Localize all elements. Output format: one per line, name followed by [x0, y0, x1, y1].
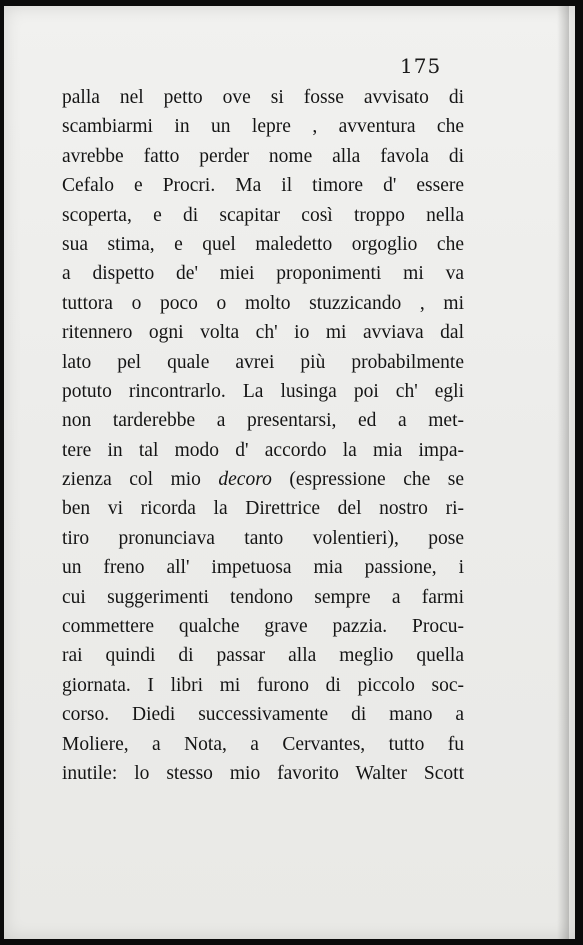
- text-line: tuttora o poco o molto stuzzicando , mi: [62, 292, 464, 314]
- text-line: commettere qualche grave pazzia. Procu-: [62, 616, 464, 638]
- text-line: scambiarmi in un lepre , avventura che: [62, 116, 464, 138]
- book-page: [4, 6, 575, 939]
- text-line: inutile: lo stesso mio favorito Walter Scott: [62, 762, 464, 784]
- text-line: avrebbe fatto perder nome alla favola di: [62, 145, 464, 167]
- text-line: sua stima, e quel maledetto orgoglio che: [62, 233, 464, 255]
- text-line: un freno all' impetuosa mia passione, i: [62, 557, 464, 579]
- text-line: palla nel petto ove si fosse avvisato di: [62, 87, 464, 108]
- text-line: tere in tal modo d' accordo la mia impa-: [62, 439, 464, 461]
- body-text: [62, 83, 464, 788]
- text-line: potuto rincontrarlo. La lusinga poi ch' egli: [62, 380, 464, 402]
- text-line: ben vi ricorda la Direttrice del nostro ri-: [62, 498, 464, 520]
- text-line: Moliere, a Nota, a Cervantes, tutto fu: [62, 733, 464, 755]
- text-line: giornata. I libri mi furono di piccolo soc-: [62, 674, 464, 696]
- text-line: non tarderebbe a presentarsi, ed a met-: [62, 410, 464, 432]
- text-line: Cefalo e Procri. Ma il timore d' essere: [62, 175, 464, 197]
- text-segment: zienza col mio: [62, 469, 219, 491]
- text-line: [62, 465, 464, 494]
- page-edge-shadow: [557, 6, 569, 939]
- italic-word: decoro: [218, 469, 272, 491]
- text-line: a dispetto de' miei proponimenti mi va: [62, 263, 464, 285]
- text-line: lato pel quale avrei più probabilmente: [62, 351, 464, 373]
- text-line: ritennero ogni volta ch' io mi avviava dal: [62, 322, 464, 344]
- text-line: corso. Diedi successivamente di mano a: [62, 704, 464, 726]
- text-segment: (espressione che se: [271, 469, 464, 491]
- text-line: scoperta, e di scapitar così troppo nella: [62, 204, 464, 226]
- page-number: 175: [400, 54, 442, 78]
- text-line: tiro pronunciava tanto volentieri), pose: [62, 527, 464, 549]
- text-line: cui suggerimenti tendono sempre a farmi: [62, 586, 464, 608]
- text-line: rai quindi di passar alla meglio quella: [62, 645, 464, 667]
